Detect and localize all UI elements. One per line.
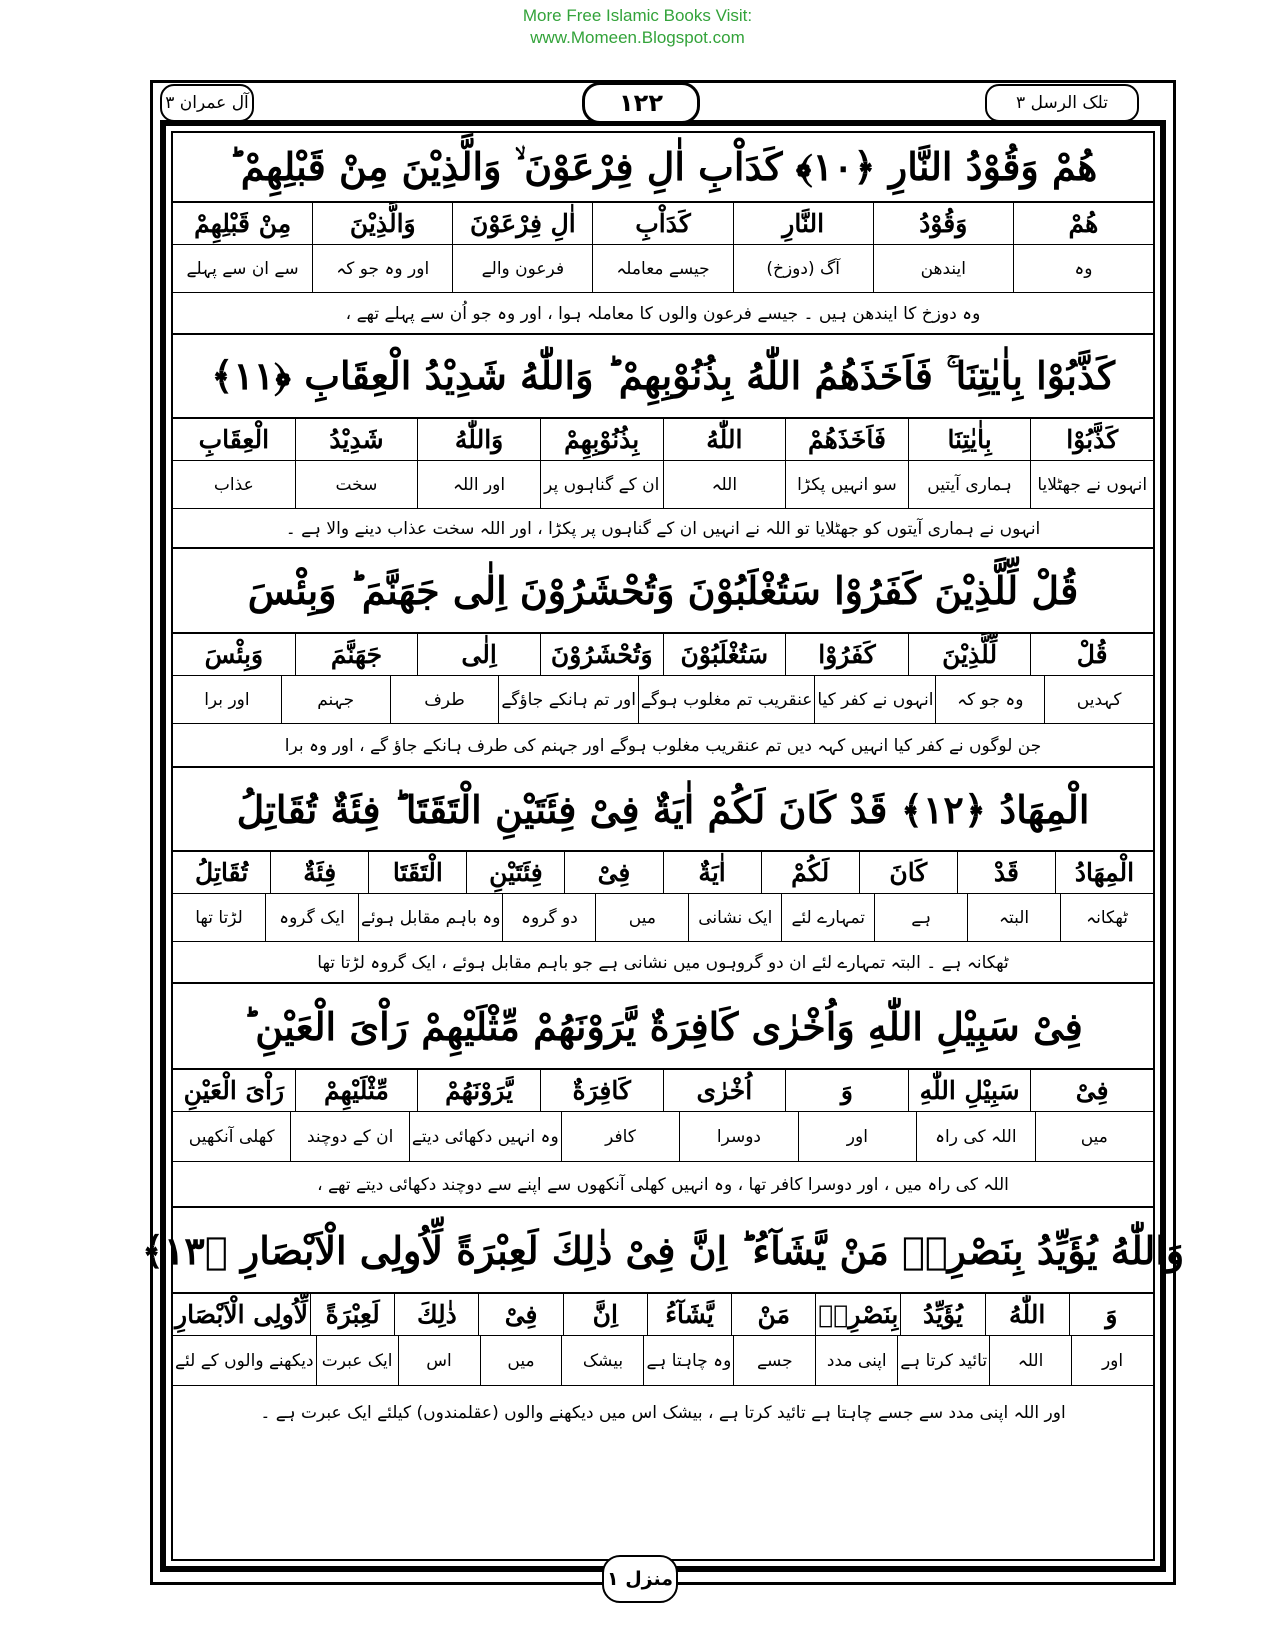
page-number: ۱۲۲ — [582, 82, 700, 124]
arabic-word: وَ — [1069, 1294, 1153, 1335]
translation-line-2: انہوں نے ہماری آیتوں کو جھٹلایا تو اللہ نے انہیں ان کے گناہوں پر پکڑا ، اور اللہ سخت عذاب دینے والا ہے ۔ — [173, 509, 1153, 549]
arabic-word: اِنَّ — [563, 1294, 647, 1335]
arabic-word: مَنْ — [731, 1294, 815, 1335]
arabic-word: وَالَّذِيْنَ — [312, 203, 452, 244]
arabic-word: اللّٰهُ — [985, 1294, 1069, 1335]
arabic-word: فِئَتَيْنِ — [466, 852, 564, 893]
word-grid-1 — [173, 203, 1153, 245]
manzil-label: منزل ۱ — [602, 1555, 678, 1603]
translation-line-5: اللہ کی راہ میں ، اور دوسرا کافر تھا ، وہ انہیں کھلی آنکھوں سے اپنے سے دوچند دکھائی دیتے تھے ، — [173, 1162, 1153, 1208]
arabic-word: اٰلِ فِرْعَوْنَ — [452, 203, 592, 244]
verse-line-5: فِىْ سَبِيْلِ اللّٰهِ وَاُخْرٰى كَافِرَةٌ يَّرَوْنَهُمْ مِّثْلَيْهِمْ رَاْىَ الْعَيْنِ ؕ — [173, 984, 1153, 1070]
arabic-word: اِلٰى — [417, 634, 540, 675]
urdu-meaning: وہ — [1013, 245, 1153, 292]
word-grid-5 — [173, 1070, 1153, 1112]
urdu-meaning: جسے — [733, 1336, 815, 1385]
word-grid-2 — [173, 419, 1153, 461]
arabic-word: اللّٰهُ — [663, 419, 786, 460]
arabic-word: يَّشَآءُ — [647, 1294, 731, 1335]
urdu-meaning: ایک نشانی — [688, 894, 781, 941]
verse-line-4: الْمِهَادُ ﴿۱۲﴾ قَدْ كَانَ لَكُمْ اٰيَةٌ فِىْ فِئَتَيْنِ الْتَقَتَا ؕ فِئَةٌ تُقَاتِلُ — [173, 768, 1153, 852]
verse-line-3: قُلْ لِّلَّذِيْنَ كَفَرُوْا سَتُغْلَبُوْنَ وَتُحْشَرُوْنَ اِلٰى جَهَنَّمَ ؕ وَبِئْسَ — [173, 549, 1153, 634]
urdu-meaning: انہوں نے جھٹلایا — [1030, 461, 1153, 508]
urdu-meaning: ٹھکانہ — [1060, 894, 1153, 941]
arabic-word: اٰيَةٌ — [663, 852, 761, 893]
urdu-meaning: وہ انہیں دکھائی دیتے — [409, 1112, 561, 1161]
urdu-meaning: ہے — [874, 894, 967, 941]
arabic-word: كَافِرَةٌ — [540, 1070, 663, 1111]
arabic-word: بِاٰيٰتِنَا — [908, 419, 1031, 460]
surah-name-label: آل عمران ۳ — [160, 84, 254, 122]
arabic-word: لَعِبْرَةً — [310, 1294, 394, 1335]
arabic-word: الْمِهَادُ — [1055, 852, 1153, 893]
meaning-grid-4 — [173, 894, 1153, 942]
word-grid-6 — [173, 1294, 1153, 1336]
verse-line-1: هُمْ وَقُوْدُ النَّارِ ﴿۱۰﴾ كَدَاْبِ اٰلِ فِرْعَوْنَ ۙ وَالَّذِيْنَ مِنْ قَبْلِهِمْ ؕ — [173, 133, 1153, 203]
arabic-word: سَبِيْلِ اللّٰهِ — [908, 1070, 1031, 1111]
urdu-meaning: تائید کرتا ہے — [897, 1336, 989, 1385]
meaning-grid-5 — [173, 1112, 1153, 1162]
arabic-word: شَدِيْدُ — [295, 419, 418, 460]
arabic-word: تُقَاتِلُ — [195, 858, 249, 887]
urdu-meaning: بیشک — [561, 1336, 643, 1385]
arabic-word: مِنْ قَبْلِهِمْ — [194, 209, 292, 238]
arabic-word: فَاَخَذَهُمْ — [785, 419, 908, 460]
translation-line-4: ٹھکانہ ہے ۔ البتہ تمہارے لئے ان دو گروہوں میں نشانی ہے جو باہم مقابل ہوئے ، ایک گروہ لڑتا تھا — [173, 942, 1153, 984]
urdu-meaning: اللہ — [663, 461, 786, 508]
meaning-grid-6 — [173, 1336, 1153, 1386]
urdu-meaning: سے ان سے پہلے — [186, 259, 299, 279]
urdu-meaning: اور وہ جو کہ — [312, 245, 452, 292]
arabic-word: بِذُنُوْبِهِمْ — [540, 419, 663, 460]
meaning-grid-1 — [173, 245, 1153, 293]
arabic-word: لِّاُولِى الْاَبْصَارِ — [175, 1300, 309, 1329]
urdu-meaning: عنقریب تم مغلوب ہوگے — [638, 676, 814, 723]
verse-line-2: كَذَّبُوْا بِاٰيٰتِنَا ۚ فَاَخَذَهُمُ اللّٰهُ بِذُنُوْبِهِمْ ؕ وَاللّٰهُ شَدِيْدُ الْعِقَابِ ﴿۱۱﴾ — [173, 335, 1153, 419]
urdu-meaning: اللہ کی راہ — [916, 1112, 1034, 1161]
urdu-meaning: ہماری آیتیں — [908, 461, 1031, 508]
urdu-meaning: اور — [1071, 1336, 1153, 1385]
arabic-word: جَهَنَّمَ — [295, 634, 418, 675]
urdu-meaning: اپنی مدد — [815, 1336, 897, 1385]
arabic-word: يَّرَوْنَهُمْ — [417, 1070, 540, 1111]
urdu-meaning: کہدیں — [1044, 676, 1153, 723]
urdu-meaning: اس — [398, 1336, 480, 1385]
promo-line-1: More Free Islamic Books Visit: — [522, 6, 753, 25]
arabic-word: بِنَصْرِهٖ — [815, 1294, 900, 1335]
verse-line-6: وَاللّٰهُ يُؤَيِّدُ بِنَصْرِهٖ مَنْ يَّشَآءُ ؕ اِنَّ فِىْ ذٰلِكَ لَعِبْرَةً لِّاُولِى الْاَبْصَارِ ﴿۱۳﴾ — [173, 1208, 1153, 1294]
urdu-meaning: دیکھنے والوں کے لئے — [175, 1351, 314, 1371]
urdu-meaning: دوسرا — [679, 1112, 797, 1161]
urdu-meaning: میں — [1035, 1112, 1153, 1161]
translation-line-1: وہ دوزخ کا ایندھن ہیں ۔ جیسے فرعون والوں کا معاملہ ہوا ، اور وہ جو اُن سے پہلے تھے ، — [173, 293, 1153, 335]
urdu-meaning: اور برا — [204, 689, 250, 710]
urdu-meaning: ان کے دوچند — [290, 1112, 408, 1161]
arabic-word: لِّلَّذِيْنَ — [908, 634, 1031, 675]
arabic-word: كَانَ — [859, 852, 957, 893]
urdu-meaning: اور اللہ — [417, 461, 540, 508]
urdu-meaning: ایک عبرت — [316, 1336, 398, 1385]
urdu-meaning: وہ جو کہ — [935, 676, 1044, 723]
arabic-word: قَدْ — [957, 852, 1055, 893]
arabic-word: كَفَرُوْا — [785, 634, 908, 675]
urdu-meaning: کافر — [561, 1112, 679, 1161]
arabic-word: الْتَقَتَا — [368, 852, 466, 893]
translation-line-3: جن لوگوں نے کفر کیا انہیں کہہ دیں تم عنقریب مغلوب ہوگے اور جہنم کی طرف ہانکے جاؤ گے ، اور وہ برا — [173, 724, 1153, 768]
urdu-meaning: انہوں نے کفر کیا — [814, 676, 935, 723]
arabic-word: النَّارِ — [733, 203, 873, 244]
word-grid-4 — [173, 852, 1153, 894]
urdu-meaning: جیسے معاملہ — [592, 245, 732, 292]
urdu-meaning: البتہ — [967, 894, 1060, 941]
urdu-meaning: اور تم ہانکے جاؤگے — [498, 676, 638, 723]
meaning-grid-2 — [173, 461, 1153, 509]
urdu-meaning: عذاب — [213, 474, 254, 495]
urdu-meaning: جہنم — [281, 676, 390, 723]
arabic-word: اُخْرٰى — [663, 1070, 786, 1111]
urdu-meaning: وہ باہم مقابل ہوئے — [358, 894, 503, 941]
arabic-word: فِىْ — [564, 852, 662, 893]
urdu-meaning: طرف — [390, 676, 499, 723]
urdu-meaning: میں — [595, 894, 688, 941]
urdu-meaning: آگ (دوزخ) — [733, 245, 873, 292]
urdu-meaning: دو گروہ — [502, 894, 595, 941]
urdu-meaning: فرعون والے — [452, 245, 592, 292]
urdu-meaning: اللہ — [989, 1336, 1071, 1385]
arabic-word: فِىْ — [1030, 1070, 1153, 1111]
arabic-word: ذٰلِكَ — [394, 1294, 478, 1335]
arabic-word: سَتُغْلَبُوْنَ — [663, 634, 786, 675]
arabic-word: وَبِئْسَ — [204, 640, 264, 669]
arabic-word: وَ — [785, 1070, 908, 1111]
arabic-word: كَدَاْبِ — [592, 203, 732, 244]
arabic-word: فِئَةٌ — [270, 852, 368, 893]
urdu-meaning: سو انہیں پکڑا — [785, 461, 908, 508]
urdu-meaning: کھلی آنکھیں — [188, 1126, 275, 1147]
arabic-word: لَكُمْ — [761, 852, 859, 893]
urdu-meaning: ایک گروہ — [265, 894, 358, 941]
word-grid-3 — [173, 634, 1153, 676]
urdu-meaning: تمہارے لئے — [781, 894, 874, 941]
arabic-word: فِىْ — [478, 1294, 562, 1335]
urdu-meaning: ان کے گناہوں پر — [540, 461, 663, 508]
arabic-word: وَتُحْشَرُوْنَ — [540, 634, 663, 675]
meaning-grid-3 — [173, 676, 1153, 724]
arabic-word: قُلْ — [1030, 634, 1153, 675]
urdu-meaning: میں — [480, 1336, 562, 1385]
translation-line-6: اور اللہ اپنی مدد سے جسے چاہتا ہے تائید کرتا ہے ، بیشک اس میں دیکھنے والوں (عقلمندوں) کیلئے ایک عبرت ہے ۔ — [260, 1402, 1066, 1423]
arabic-word: هُمْ — [1013, 203, 1153, 244]
urdu-meaning: اور — [798, 1112, 916, 1161]
urdu-meaning: وہ چاہتا ہے — [643, 1336, 733, 1385]
arabic-word: وَاللّٰهُ — [417, 419, 540, 460]
arabic-word: كَذَّبُوْا — [1030, 419, 1153, 460]
arabic-word: الْعِقَابِ — [198, 425, 270, 454]
promo-line-2[interactable]: www.Momeen.Blogspot.com — [530, 28, 745, 47]
urdu-meaning: ایندھن — [873, 245, 1013, 292]
arabic-word: رَاْىَ الْعَيْنِ — [183, 1076, 285, 1105]
arabic-word: يُؤَيِّدُ — [900, 1294, 984, 1335]
urdu-meaning: لڑتا تھا — [195, 907, 243, 928]
para-name-label: تلک الرسل ۳ — [985, 84, 1139, 122]
arabic-word: مِّثْلَيْهِمْ — [295, 1070, 418, 1111]
arabic-word: وَقُوْدُ — [873, 203, 1013, 244]
urdu-meaning: سخت — [295, 461, 418, 508]
